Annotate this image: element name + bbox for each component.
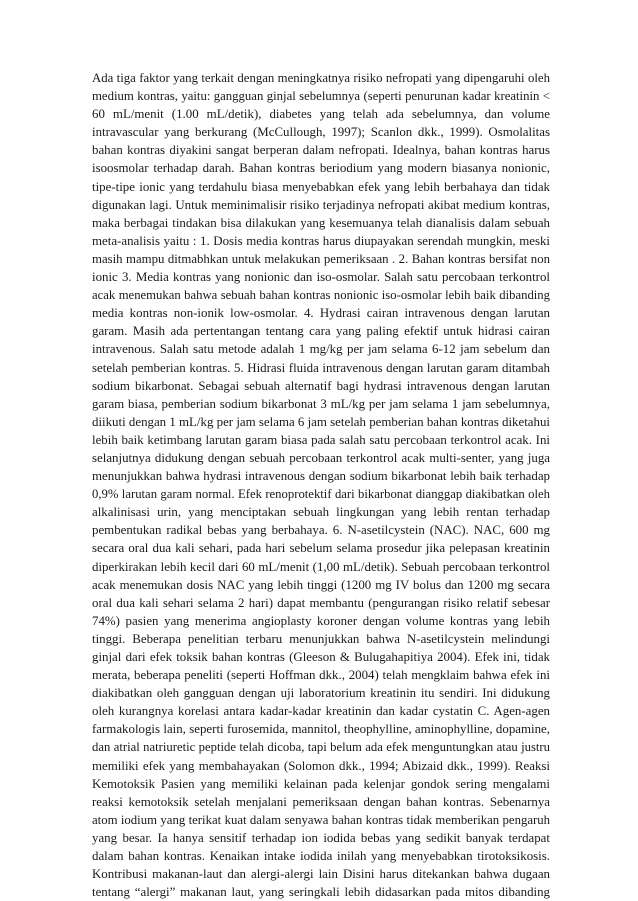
text-line: intravenous. Salah satu metode adalah 1 mg/kg per jam selama 6-12 jam sebelum dan — [92, 342, 550, 357]
text-line: 0,9% larutan garam normal. Efek renoprotektif dari bikarbonat dianggap diakibatkan oleh — [92, 487, 550, 502]
text-line: dalam bahan kontras. Kenaikan intake iodida inilah yang menyebabkan tirotoksikosis. — [92, 849, 550, 864]
text-line: Kemotoksik Pasien yang memiliki kelainan pada kelenjar gondok sering mengalami — [92, 776, 550, 791]
text-line: selanjutnya didukung dengan sebuah percobaan terkontrol acak multi-senter, yang juga — [92, 450, 550, 465]
text-line: acak menemukan bahwa sebuah bahan kontras nonionic iso-osmolar lebih baik dibanding — [92, 288, 550, 303]
text-line: alkalinisasi urin, yang menciptakan sebuah lingkungan yang lebih rentan terhadap — [92, 505, 550, 520]
text-line: pembentukan radikal bebas yang berbahaya. 6. N-asetilcystein (NAC). NAC, 600 mg — [92, 523, 550, 538]
text-line: setelah pemberian kontras. 5. Hidrasi fluida intravenous dengan larutan garam ditambah — [92, 360, 550, 375]
text-line: ginjal dari efek toksik bahan kontras (Gleeson & Bulugahapitiya 2004). Efek ini, tidak — [92, 650, 550, 664]
text-line: atom iodium yang terikat kuat dalam senyawa bahan kontras tidak memberikan pengaruh — [92, 812, 550, 827]
text-line: yang besar. Ia hanya sensitif terhadap ion iodida bebas yang sedikit banyak terdapat — [92, 830, 550, 845]
text-line: diperkirakan lebih kecil dari 60 mL/menit (1,00 mL/detik). Sebuah percobaan terkontrol — [92, 559, 550, 574]
text-line: Kontribusi makanan-laut dan alergi-alergi lain Disini harus ditekankan bahwa dugaan — [92, 867, 550, 882]
text-line: sodium bikarbonat. Sebagai sebuah alternatif bagi hydrasi intravenous dengan larutan — [92, 378, 550, 393]
text-line: memiliki efek yang membahayakan (Solomon dkk., 1994; Abizaid dkk., 1999). Reaksi — [92, 758, 550, 773]
text-line: medium kontras, yaitu: gangguan ginjal sebelumnya (seperti penurunan kadar kreatinin < — [92, 89, 550, 104]
text-line: farmakologis lain, seperti furosemida, mannitol, theophylline, aminophylline, dopamine, — [92, 722, 550, 737]
text-line: 74%) pasien yang menerima angioplasty koroner dengan volume kontras yang lebih — [92, 613, 550, 628]
text-line: bahan kontras diyakini sangat berperan dalam nefropati. Idealnya, bahan kontras harus — [92, 143, 550, 158]
text-line: intravascular yang berkurang (McCullough, 1997); Scanlon dkk., 1999). Osmolalitas — [92, 125, 550, 140]
text-line: diikuti dengan 1 mL/kg per jam selama 6 jam setelah pemberian bahan kontras diketahui — [92, 414, 550, 429]
text-line: oral dua kali sehari selama 2 hari) dapat membantu (pengurangan risiko relatif sebesar — [92, 595, 550, 610]
text-line: Ada tiga faktor yang terkait dengan meningkatnya risiko nefropati yang dipengaruhi oleh — [92, 71, 550, 85]
text-line: masih mampu ditmabhkan untuk melakukan pemeriksaan . 2. Bahan kontras bersifat non — [92, 251, 550, 266]
text-line: ionic 3. Media kontras yang nonionic dan iso-osmolar. Salah satu percobaan terkontrol — [92, 270, 550, 285]
text-line: merata, beberapa peneliti (seperti Hoffman dkk., 2004) telah mengklaim bahwa efek ini — [92, 668, 550, 683]
text-line: secara oral dua kali sehari, pada hari sebelum selama prosedur jika pelepasan kreatinin — [92, 541, 550, 556]
text-line: digunakan lagi. Untuk meminimalisir risiko terjadinya nefropati akibat medium kontras, — [92, 197, 550, 212]
text-line: garam biasa, pemberian sodium bikarbonat 3 mL/kg per jam selama 1 jam sebelumnya, — [92, 396, 550, 411]
text-line: oleh kurangnya korelasi antara kadar-kadar kreatinin dan kadar cystatin C. Agen-agen — [92, 704, 550, 719]
text-line: maka berbagai tindakan bisa dilakukan yang kesemuanya telah dianalisis dalam sebuah — [92, 215, 550, 230]
text-line: meta-analisis yaitu : 1. Dosis media kontras harus diupayakan serendah mungkin, meski — [92, 233, 550, 248]
text-line: garam. Masih ada pertentangan tentang cara yang paling efektif untuk hidrasi cairan — [92, 324, 550, 339]
body-text — [92, 69, 550, 901]
text-line: diakibatkan oleh gangguan dengan uji laboratorium kreatinin itu sendiri. Ini didukung — [92, 686, 550, 701]
text-line: tentang “alergi” makanan laut, yang seringkali lebih didasarkan pada mitos dibanding — [92, 885, 550, 900]
text-line: 60 mL/menit (1.00 mL/detik), diabetes yang telah ada sebelumnya, dan volume — [92, 107, 550, 122]
text-line: acak menemukan dosis NAC yang lebih tinggi (1200 mg IV bolus dan 1200 mg secara — [92, 577, 550, 592]
text-line: menunjukkan bahwa hydrasi intravenous dengan sodium bikarbonat lebih baik terhadap — [92, 469, 550, 484]
text-line: lebih baik ketimbang larutan garam biasa pada salah satu percobaan terkontrol acak. Ini — [92, 432, 550, 447]
text-line: tinggi. Beberapa penelitian terbaru menunjukkan bahwa N-asetilcystein melindungi — [92, 631, 550, 646]
text-line: isoosmolar terhadap darah. Bahan kontras beriodium yang modern biasanya nonionic, — [92, 161, 550, 176]
text-line: media kontras non-ionik low-osmolar. 4. Hydrasi cairan intravenous dengan larutan — [92, 306, 550, 321]
text-line: tipe-tipe ionic yang terdahulu biasa menyebabkan efek yang lebih berbahaya dan tidak — [92, 179, 550, 194]
text-line: dan atrial natriuretic peptide telah dicoba, tapi belum ada efek menguntungkan atau justru — [92, 740, 550, 755]
text-line: reaksi kemotoksik setelah menjalani pemeriksaan dengan bahan kontras. Sebenarnya — [92, 794, 550, 809]
